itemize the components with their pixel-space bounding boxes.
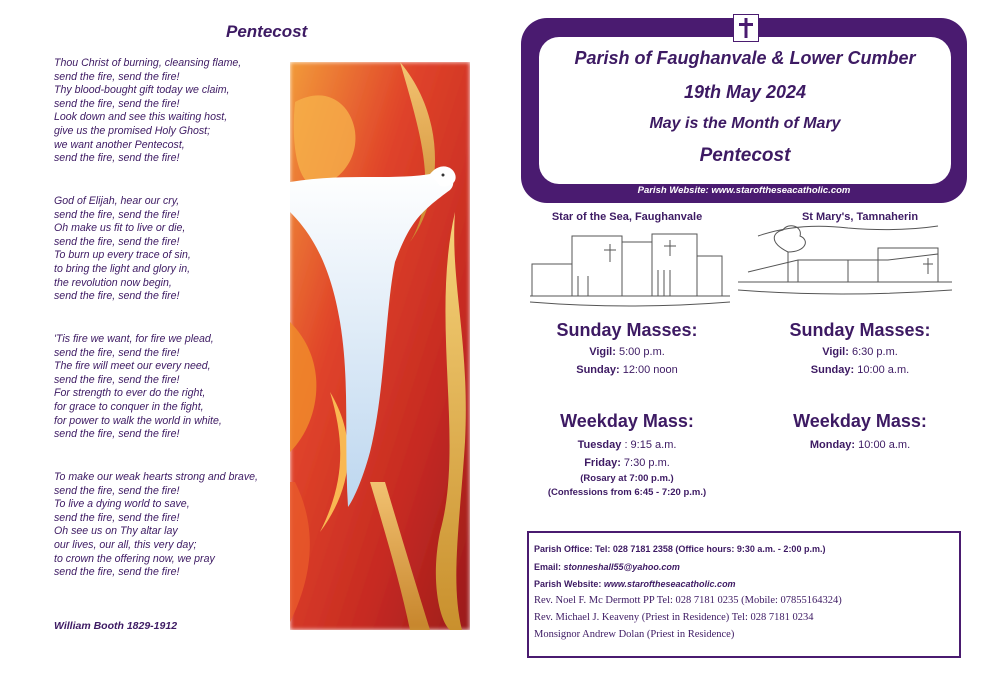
weekday-mass-heading-tamnaherin: Weekday Mass:	[793, 411, 927, 431]
sunday-label: Sunday:	[576, 364, 620, 376]
poem-line: send the fire, send the fire!	[54, 97, 180, 110]
poem-line: send the fire, send the fire!	[54, 484, 180, 497]
church-name-faughanvale: Star of the Sea, Faughanvale	[551, 211, 703, 223]
bulletin-date: 19th May 2024	[683, 82, 807, 102]
vigil-time: 6:30 p.m.	[848, 346, 898, 358]
vigil-label: Vigil:	[589, 346, 616, 358]
vigil-label: Vigil:	[822, 346, 849, 358]
clergy-line: Monsignor Andrew Dolan (Priest in Residence)	[534, 629, 735, 640]
poem-line: Thy blood-bought gift today we claim,	[54, 84, 230, 97]
poem-line: Oh make us fit to live or die,	[54, 222, 186, 235]
email-address[interactable]: stonneshall55@yahoo.com	[563, 562, 680, 572]
poem-line: send the fire, send the fire!	[54, 290, 180, 303]
poem-line: our lives, our all, this very day;	[54, 538, 197, 551]
weekday-label: Friday:	[584, 457, 621, 469]
poem-line: To make our weak hearts strong and brave,	[54, 471, 258, 483]
church-sketch	[530, 226, 730, 312]
poem-line: For strength to ever do the right,	[54, 387, 206, 400]
feast-title: Pentecost	[699, 145, 791, 166]
weekday-label: Monday:	[809, 439, 856, 451]
confessions-note: (Confessions from 6:45 - 7:20 p.m.)	[547, 487, 707, 498]
email-line	[534, 562, 680, 572]
cross-icon	[733, 14, 759, 42]
poem-line: send the fire, send the fire!	[54, 428, 180, 441]
website-line	[534, 579, 736, 589]
sunday-times-tamnaherin	[760, 343, 960, 379]
poem-line: the revolution now begin,	[54, 276, 172, 289]
poem-line: The fire will meet our every need,	[54, 360, 211, 373]
website-label: Parish Website:	[534, 579, 604, 589]
poem-line: for power to walk the world in white,	[54, 414, 222, 427]
clergy-line: Rev. Noel F. Mc Dermott PP Tel: 028 7181 0235 (Mobile: 07855164324)	[534, 595, 842, 606]
sunday-times-faughanvale	[527, 343, 727, 379]
month-dedication: May is the Month of Mary	[649, 115, 841, 132]
poem-line: To burn up every trace of sin,	[54, 249, 191, 262]
poem-line: To live a dying world to save,	[54, 498, 190, 511]
poem-line: send the fire, send the fire!	[54, 208, 180, 221]
poem-line: send the fire, send the fire!	[54, 235, 180, 248]
parish-office-line: Parish Office: Tel: 028 7181 2358 (Office hours: 9:30 a.m. - 2:00 p.m.)	[534, 544, 826, 554]
pentecost-dove-artwork	[290, 62, 470, 630]
poem-line: to crown the offering now, we pray	[54, 552, 215, 565]
poem-stanza-1	[54, 57, 241, 166]
church-name-tamnaherin: St Mary's, Tamnaherin	[801, 211, 919, 223]
rosary-note: (Rosary at 7:00 p.m.)	[580, 473, 674, 484]
poem-stanza-3	[54, 333, 222, 442]
email-label: Email:	[534, 562, 564, 572]
weekday-mass-heading-faughanvale: Weekday Mass:	[560, 411, 694, 431]
poem-line: Look down and see this waiting host,	[54, 111, 228, 124]
poem-line: Oh see us on Thy altar lay	[54, 525, 178, 538]
parish-title: Parish of Faughanvale & Lower Cumber	[574, 48, 916, 68]
header-website: Parish Website: www.staroftheseacatholic.com	[637, 185, 851, 196]
weekday-times-faughanvale	[527, 436, 727, 500]
poem-line: send the fire, send the fire!	[54, 511, 180, 524]
clergy-line: Rev. Michael J. Keaveny (Priest in Residence) Tel: 028 7181 0234	[534, 612, 814, 623]
website-link[interactable]: www.staroftheseacatholic.com	[603, 579, 736, 589]
poem-line: God of Elijah, hear our cry,	[54, 195, 180, 207]
weekday-label: Tuesday	[577, 439, 622, 451]
poem-line: send the fire, send the fire!	[54, 346, 180, 359]
poem-line: for grace to conquer in the fight,	[54, 400, 204, 413]
poem-line: send the fire, send the fire!	[54, 566, 180, 579]
vigil-time: 5:00 p.m.	[615, 346, 665, 358]
poem-stanza-4	[54, 471, 258, 580]
poem-line: to bring the light and glory in,	[54, 262, 191, 275]
sunday-time: 10:00 a.m.	[854, 364, 910, 376]
sunday-label: Sunday:	[810, 364, 855, 376]
poem-line: 'Tis fire we want, for fire we plead,	[54, 333, 214, 345]
poem-line: Thou Christ of burning, cleansing flame,	[54, 57, 242, 69]
poem-line: send the fire, send the fire!	[54, 152, 180, 165]
church-sketch	[738, 222, 952, 302]
sunday-time: 12:00 noon	[619, 364, 678, 376]
sunday-masses-heading-tamnaherin: Sunday Masses:	[789, 320, 931, 340]
poem-stanza-2	[54, 195, 191, 304]
poem-line: send the fire, send the fire!	[54, 70, 180, 83]
sunday-masses-heading-faughanvale: Sunday Masses:	[556, 320, 698, 340]
poem-line: send the fire, send the fire!	[54, 373, 180, 386]
weekday-time: 10:00 a.m.	[855, 439, 911, 451]
weekday-time: : 9:15 a.m.	[621, 439, 677, 451]
poem-line: give us the promised Holy Ghost;	[54, 124, 211, 137]
weekday-times-tamnaherin	[760, 436, 960, 454]
poem-line: we want another Pentecost,	[54, 138, 185, 151]
poem-title: Pentecost	[226, 22, 308, 41]
poem-author: William Booth 1829-1912	[54, 620, 178, 632]
weekday-time: 7:30 p.m.	[620, 457, 670, 469]
